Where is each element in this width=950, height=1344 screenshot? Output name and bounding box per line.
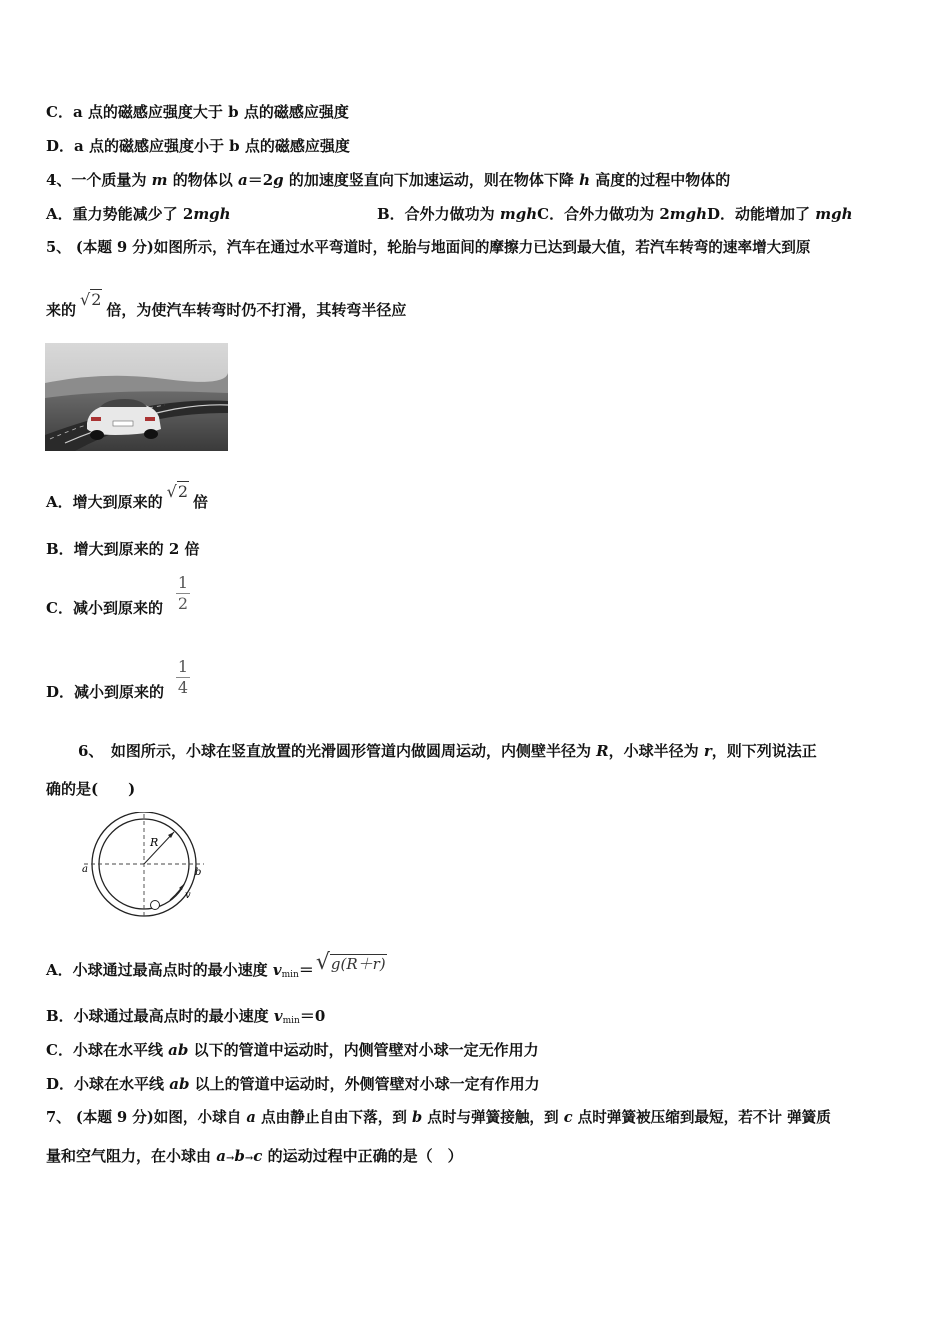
q3-option-c: C．a 点的磁感应强度大于 b 点的磁感应强度 — [46, 103, 349, 121]
sqrt-expression: √g(R＋r) — [315, 950, 386, 975]
circular-tube-diagram — [78, 812, 218, 926]
sqrt-symbol: √2 — [166, 482, 189, 501]
q7-stem-line1: 7、 (本题 9 分)如图，小球自 a 点由静止自由下落，到 b 点时与弹簧接触，到 c 点时弹簧被压缩到最短，若不计 弹簧质 — [46, 1109, 831, 1126]
q6-stem-line2: 确的是( ) — [46, 780, 136, 798]
label-v: v — [185, 890, 191, 901]
q6-option-d: D．小球在水平线 ab 以上的管道中运动时，外侧管壁对小球一定有作用力 — [46, 1075, 540, 1093]
label-a: a — [82, 864, 88, 875]
fraction-one-half: $\frac{1}{2}$ — [177, 573, 189, 613]
q4-option-c: C．合外力做功为 2mgh — [537, 205, 708, 223]
q5-stem-line2: 来的√2倍，为使汽车转弯时仍不打滑，其转弯半径应 — [46, 290, 407, 319]
q6-option-c: C．小球在水平线 ab 以下的管道中运动时，内侧管壁对小球一定无作用力 — [46, 1041, 539, 1059]
fraction-one-quarter: $\frac{1}{4}$ — [177, 657, 189, 697]
sqrt-symbol: √2 — [80, 290, 102, 309]
q5-option-a: A．增大到原来的√2倍 — [46, 482, 209, 511]
label-R: R — [150, 836, 159, 849]
q5-option-c: C．减小到原来的 — [46, 599, 163, 617]
q6-stem-line1: 6、 如图所示，小球在竖直放置的光滑圆形管道内做圆周运动，内侧壁半径为 R，小球半径为 r，则下列说法正 — [78, 742, 817, 760]
q5-option-b: B．增大到原来的 2 倍 — [46, 540, 200, 558]
label-b: b — [195, 867, 202, 878]
q3-option-d: D．a 点的磁感应强度小于 b 点的磁感应强度 — [46, 137, 350, 155]
q4-option-d: D．动能增加了 mgh — [707, 205, 853, 223]
car-on-curve-photo — [45, 343, 228, 451]
q4-stem: 4、一个质量为 m 的物体以 a＝2g 的加速度竖直向下加速运动，则在物体下降 h 高度的过程中物体的 — [46, 171, 731, 189]
q6-option-b: B．小球通过最高点时的最小速度 $v_{min}=0$ — [46, 1007, 326, 1026]
q5-stem-line1: 5、 (本题 9 分)如图所示，汽车在通过水平弯道时，轮胎与地面间的摩擦力已达到最大值，若汽车转弯的速率增大到原 — [46, 239, 811, 256]
q6-option-a: A．小球通过最高点时的最小速度 $v_{min}=√g(R+r)$ — [46, 950, 386, 980]
q4-option-a: A．重力势能减少了 2mgh — [46, 205, 231, 223]
q5-option-d: D．减小到原来的 — [46, 683, 165, 701]
q4-option-b: B．合外力做功为 mgh — [377, 205, 538, 223]
q7-stem-line2: 量和空气阻力，在小球由 a→b→c 的运动过程中正确的是（ ） — [46, 1147, 463, 1165]
q4-options-bcd — [377, 204, 853, 224]
